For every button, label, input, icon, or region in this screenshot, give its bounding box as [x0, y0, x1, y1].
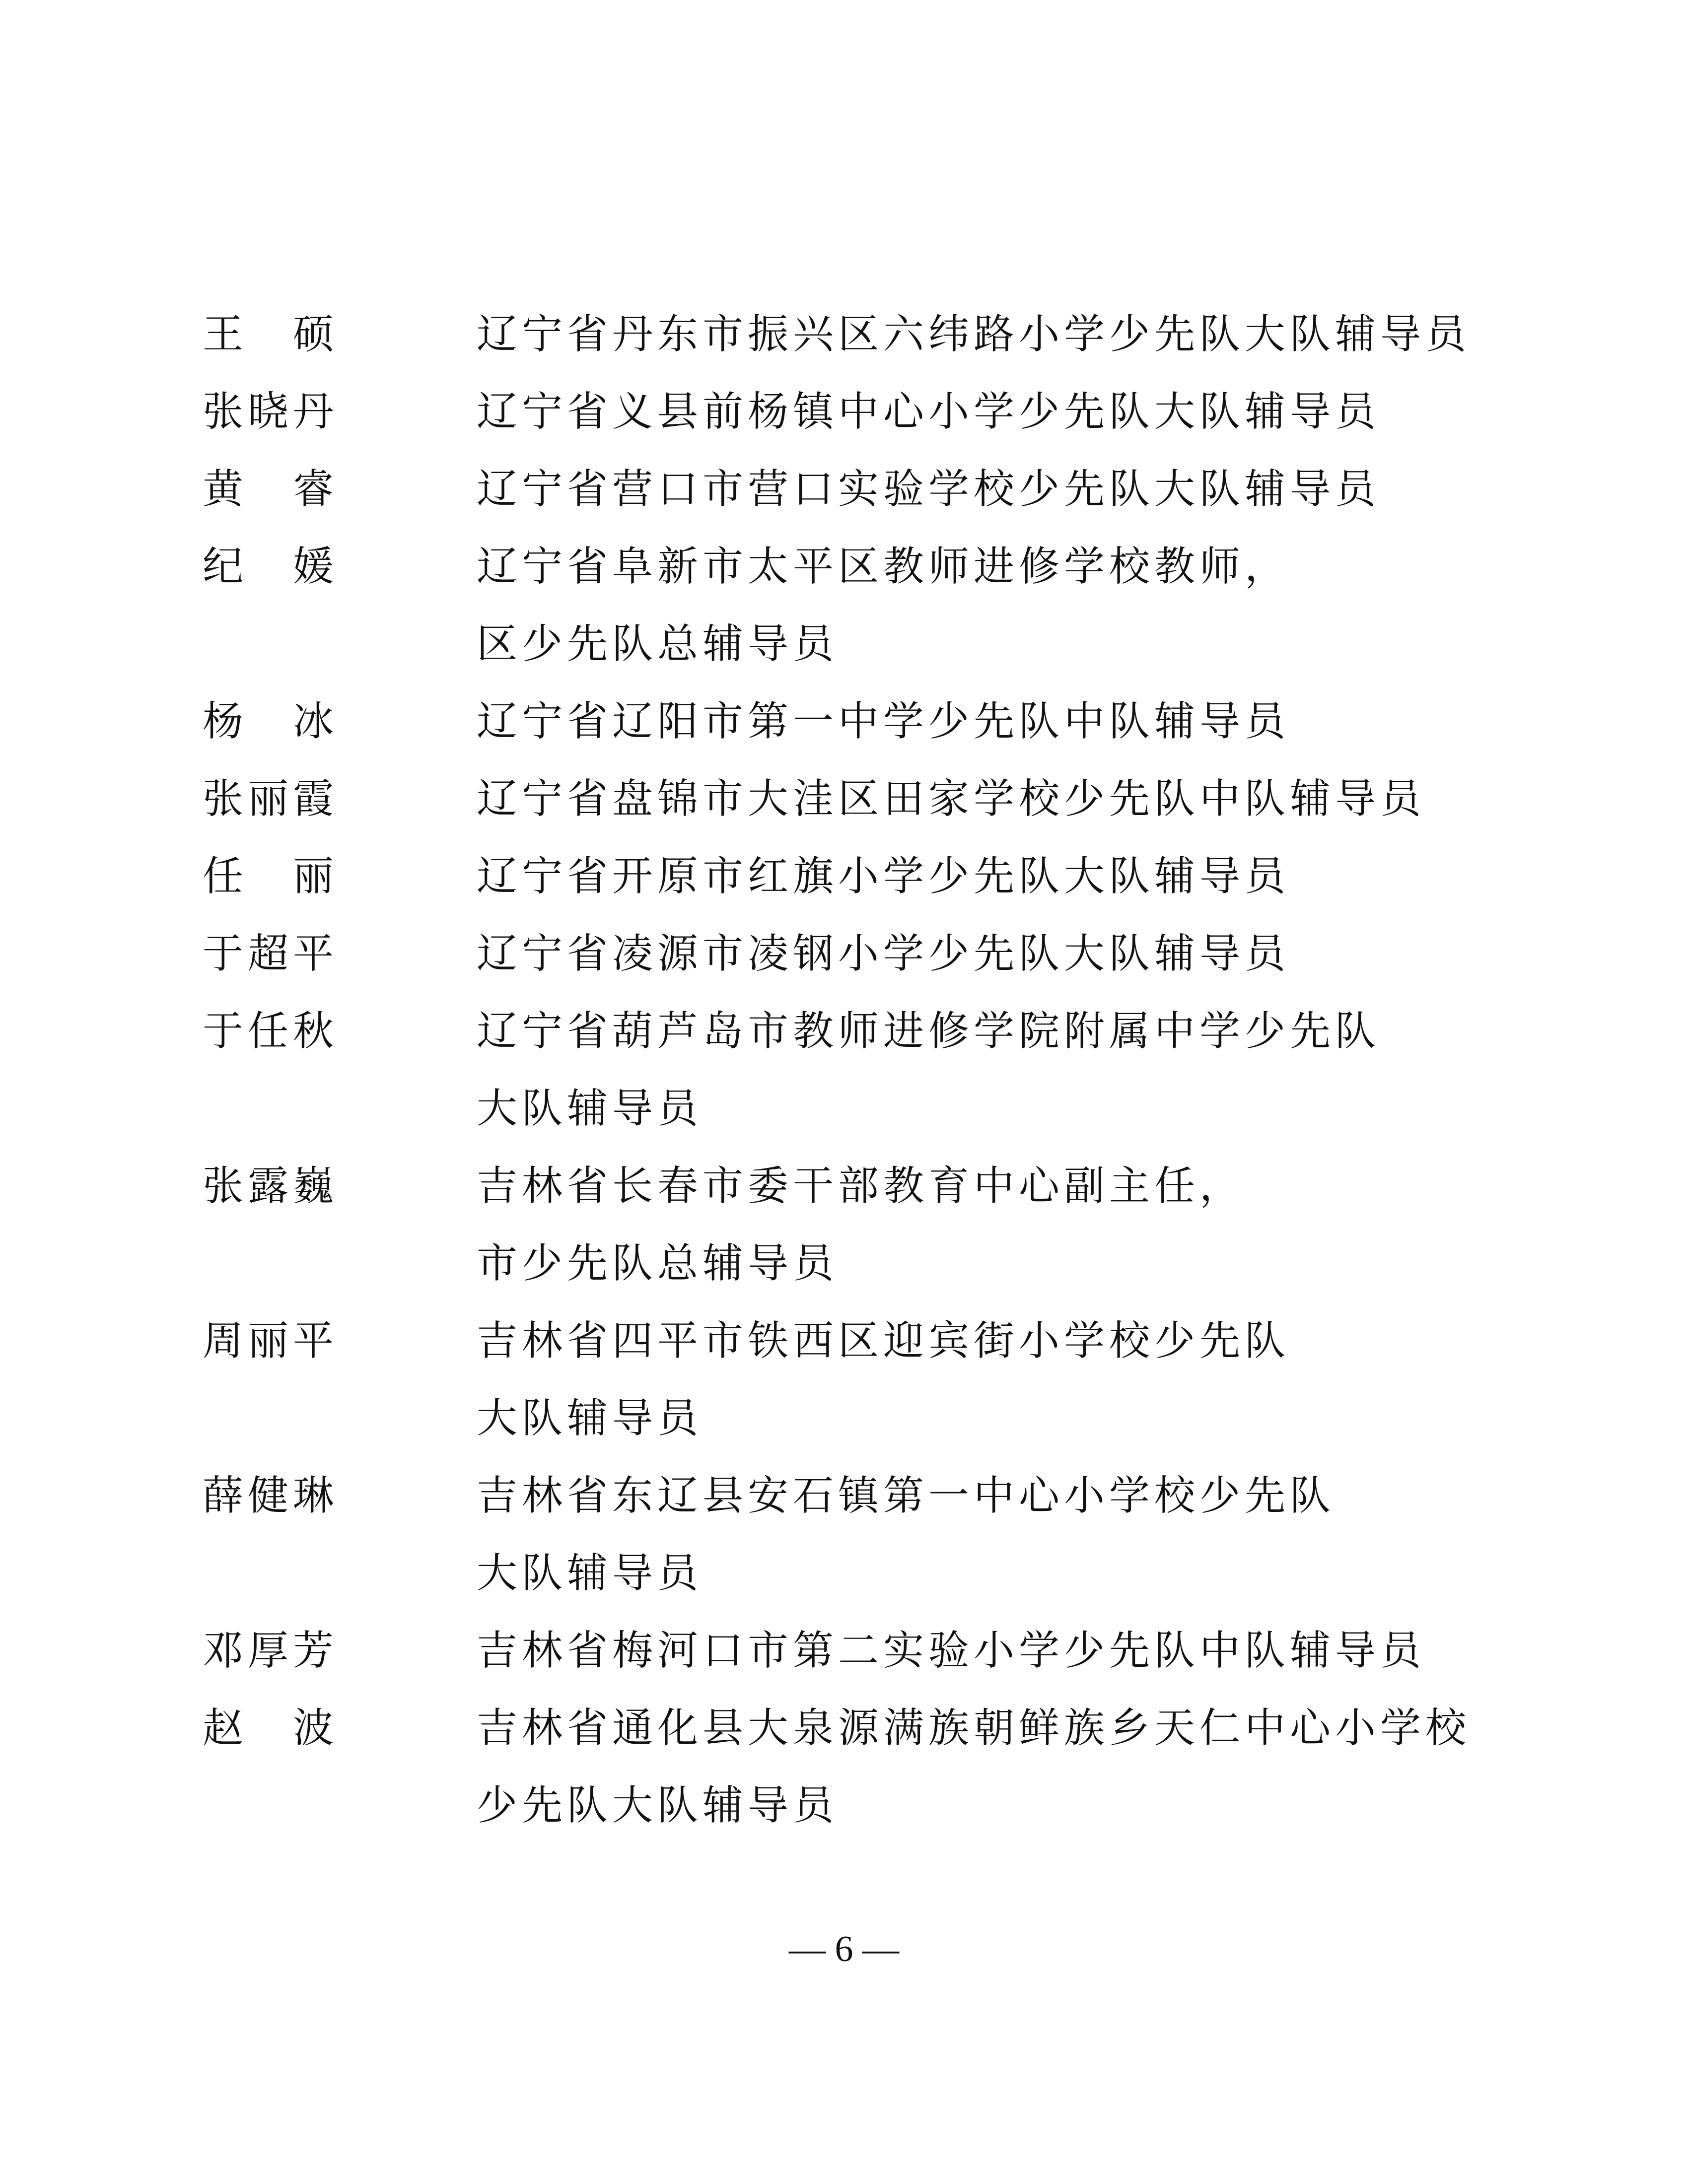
person-name: 薛健琳: [203, 1472, 339, 1519]
position-description: 吉林省梅河口市第二实验小学少先队中队辅导员: [477, 1627, 1426, 1674]
position-description: 辽宁省辽阳市第一中学少先队中队辅导员: [477, 697, 1290, 745]
list-item: [203, 1453, 1474, 1531]
honoree-list: [203, 292, 1474, 1841]
person-name: 王 硕: [203, 310, 339, 358]
position-description: 辽宁省开原市红旗小学少先队大队辅导员: [477, 852, 1290, 900]
list-item: [203, 911, 1474, 989]
position-description: 少先队大队辅导员: [477, 1781, 839, 1829]
position-description: 市少先队总辅导员: [477, 1239, 839, 1287]
person-name: 纪 媛: [203, 543, 339, 590]
page-number: — 6 —: [789, 1929, 899, 1970]
position-description: 辽宁省营口市营口实验学校少先队大队辅导员: [477, 465, 1381, 513]
position-description: 辽宁省阜新市太平区教师进修学校教师，: [477, 543, 1290, 590]
person-name: 邓厚芳: [203, 1627, 339, 1674]
position-description: 辽宁省盘锦市大洼区田家学校少先队中队辅导员: [477, 775, 1426, 822]
list-item: [203, 292, 1474, 369]
person-name: 赵 波: [203, 1704, 339, 1752]
person-name: 黄 睿: [203, 465, 339, 513]
position-description: 大队辅导员: [477, 1085, 703, 1132]
list-item-continuation: [203, 1066, 1474, 1144]
position-description: 辽宁省葫芦岛市教师进修学院附属中学少先队: [477, 1007, 1381, 1055]
list-item: [203, 989, 1474, 1066]
position-description: 区少先队总辅导员: [477, 620, 839, 668]
list-item: [203, 1686, 1474, 1763]
list-item: [203, 1144, 1474, 1221]
list-item: [203, 524, 1474, 602]
position-description: 辽宁省凌源市凌钢小学少先队大队辅导员: [477, 930, 1290, 977]
list-item-continuation: [203, 1763, 1474, 1841]
position-description: 吉林省通化县大泉源满族朝鲜族乡天仁中心小学校: [477, 1704, 1471, 1752]
list-item: [203, 447, 1474, 524]
list-item: [203, 1608, 1474, 1686]
person-name: 于任秋: [203, 1007, 339, 1055]
person-name: 周丽平: [203, 1317, 339, 1365]
list-item-continuation: [203, 602, 1474, 679]
position-description: 辽宁省丹东市振兴区六纬路小学少先队大队辅导员: [477, 310, 1471, 358]
list-item-continuation: [203, 1221, 1474, 1298]
list-item: [203, 1298, 1474, 1376]
position-description: 大队辅导员: [477, 1394, 703, 1442]
person-name: 杨 冰: [203, 697, 339, 745]
list-item-continuation: [203, 1376, 1474, 1453]
list-item: [203, 679, 1474, 756]
position-description: 吉林省四平市铁西区迎宾街小学校少先队: [477, 1317, 1290, 1365]
person-name: 张晓丹: [203, 388, 339, 435]
person-name: 任 丽: [203, 852, 339, 900]
list-item: [203, 369, 1474, 447]
position-description: 吉林省东辽县安石镇第一中心小学校少先队: [477, 1472, 1336, 1519]
list-item: [203, 834, 1474, 911]
person-name: 于超平: [203, 930, 339, 977]
list-item-continuation: [203, 1531, 1474, 1608]
position-description: 辽宁省义县前杨镇中心小学少先队大队辅导员: [477, 388, 1381, 435]
person-name: 张丽霞: [203, 775, 339, 822]
list-item: [203, 756, 1474, 834]
position-description: 大队辅导员: [477, 1549, 703, 1597]
person-name: 张露巍: [203, 1162, 339, 1210]
position-description: 吉林省长春市委干部教育中心副主任，: [477, 1162, 1245, 1210]
